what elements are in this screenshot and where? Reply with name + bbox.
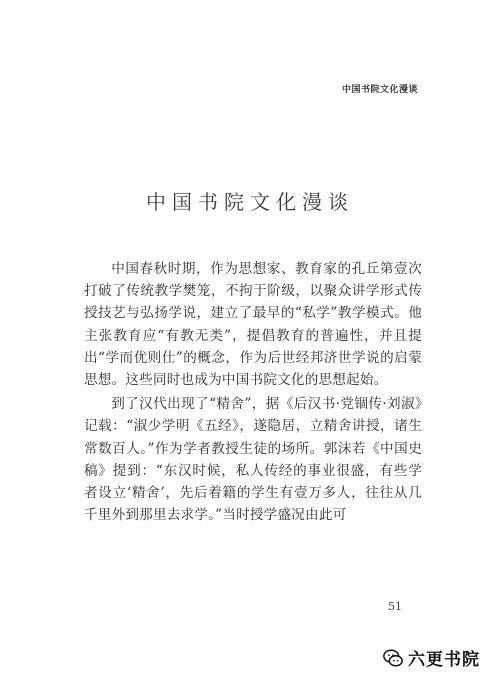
paragraph: 到了汉代出现了“精舍”，据《后汉书·党锢传·刘淑》记载：“淑少学明《五经》，遂隐居，立精舍讲授，诸生常数百人。”作为学者教授生徒的场所。郭沫若《中国史稿》提到：“东汉时候，私人传经的事业很盛，有些学者设立‘精舍’，先后着籍的学生有壹万多人，往往从几千里外到那里去求学。”当时授学盛况由此可 <box>84 396 422 524</box>
wechat-bubble-icon <box>382 647 404 669</box>
chapter-title: 中国书院文化漫谈 <box>146 190 354 214</box>
watermark-text: 六更书院 <box>408 650 480 670</box>
watermark <box>382 645 480 670</box>
body-text <box>84 258 422 528</box>
page-number: 51 <box>388 600 402 613</box>
running-header: 中国书院文化漫谈 <box>341 85 418 95</box>
paragraph: 中国春秋时期，作为思想家、教育家的孔丘第壹次打破了传统教学樊笼，不拘于阶级，以聚众讲学形式传授技艺与弘扬学说，建立了最早的“私学”教学模式。他主张教育应“有教无类”，提倡教育的普遍性，并且提出“学而优则仕”的概念，作为后世经邦济世学说的启蒙思想。这些同时也成为中国书院文化的思想起始。 <box>84 261 422 389</box>
